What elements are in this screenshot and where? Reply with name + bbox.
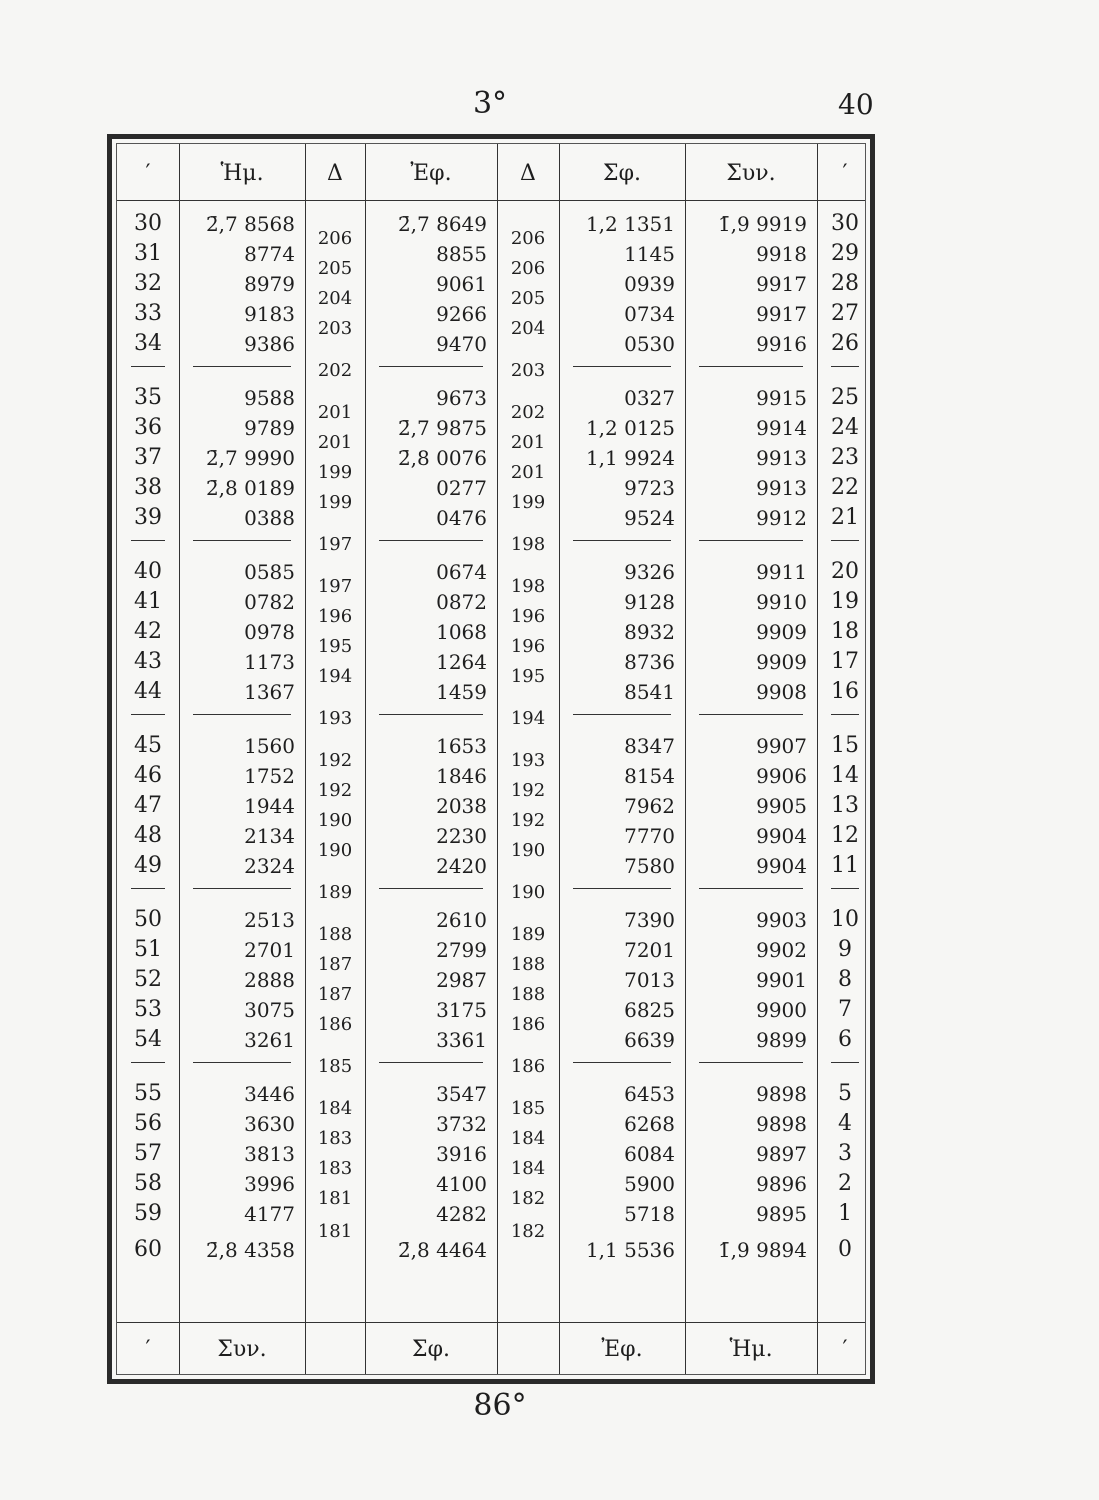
cell-mr: 1 [838,1201,852,1226]
cell-m: 54 [134,1027,162,1052]
cell-sin: 1173 [244,650,295,674]
header-cos: Συν. [726,161,776,186]
cell-delta: 198 [510,534,546,555]
cell-cot: 9723 [624,476,675,500]
cell-cos: 9915 [756,386,807,410]
cell-mr: 3 [838,1141,852,1166]
cell-sin: 3630 [244,1112,295,1136]
cell-m: 48 [134,823,162,848]
header-tan: Ἐφ. [410,161,452,186]
cell-delta: 202 [510,402,546,423]
group-separator [573,714,671,715]
cell-m: 42 [134,619,162,644]
cell-tan: 3175 [436,998,487,1022]
cell-cos: 9896 [756,1172,807,1196]
cell-sin: 0585 [244,560,295,584]
cell-tan: 4100 [436,1172,487,1196]
cell-m: 53 [134,997,162,1022]
cell-delta: 197 [317,534,353,555]
cell-tan: 9673 [436,386,487,410]
cell-cot: 5900 [624,1172,675,1196]
cell-tan: 0872 [436,590,487,614]
cell-cos: 9897 [756,1142,807,1166]
cell-delta: 190 [510,882,546,903]
header-rule [117,200,865,201]
page-number: 40 [838,88,874,121]
cell-mr: 10 [831,907,859,932]
cell-cos: 9900 [756,998,807,1022]
cell-mr: 0 [838,1237,852,1262]
cell-m: 38 [134,475,162,500]
cell-cos: 9904 [756,824,807,848]
cell-cot: 0530 [624,332,675,356]
group-separator [193,888,291,889]
cell-m: 40 [134,559,162,584]
group-separator [573,540,671,541]
group-separator [193,540,291,541]
cell-delta: 188 [510,954,546,975]
cell-tan: 2799 [436,938,487,962]
group-separator [573,366,671,367]
cell-delta: 193 [510,750,546,771]
cell-delta: 181 [317,1221,353,1242]
cell-sin: 0782 [244,590,295,614]
cell-sin: 0978 [244,620,295,644]
cell-delta: 194 [510,708,546,729]
cell-delta: 192 [510,780,546,801]
cell-mr: 13 [831,793,859,818]
cell-delta: 190 [510,840,546,861]
cell-delta: 205 [510,288,546,309]
cell-m: 37 [134,445,162,470]
header-cot: Σφ. [603,161,641,186]
cell-tan: 0277 [436,476,487,500]
cell-sin: 3996 [244,1172,295,1196]
cell-tan: 2̄,8 0076 [397,446,487,470]
cell-tan: 3547 [436,1082,487,1106]
cell-mr: 4 [838,1111,852,1136]
cell-tan: 2420 [436,854,487,878]
cell-tan: 2038 [436,794,487,818]
cell-cot: 0734 [624,302,675,326]
cell-delta: 192 [317,780,353,801]
cell-sin: 9386 [244,332,295,356]
cell-delta: 186 [317,1014,353,1035]
cell-cot: 7013 [624,968,675,992]
cell-cos: 9918 [756,242,807,266]
cell-delta: 206 [510,228,546,249]
cell-cot: 7390 [624,908,675,932]
group-separator [193,714,291,715]
cell-mr: 16 [831,679,859,704]
group-separator [131,1062,165,1063]
cell-mr: 7 [838,997,852,1022]
cell-cot: 6268 [624,1112,675,1136]
footer-minute-right: ′ [842,1337,848,1362]
cell-mr: 5 [838,1081,852,1106]
cell-delta: 184 [317,1098,353,1119]
cell-mr: 12 [831,823,859,848]
cell-delta: 195 [510,666,546,687]
cell-sin: 9588 [244,386,295,410]
cell-cos: 9913 [756,476,807,500]
cell-delta: 196 [510,606,546,627]
cell-tan: 3732 [436,1112,487,1136]
cell-delta: 182 [510,1188,546,1209]
cell-m: 31 [134,241,162,266]
table-frame [107,134,875,1384]
cell-delta: 196 [510,636,546,657]
cell-delta: 199 [317,462,353,483]
cell-delta: 197 [317,576,353,597]
cell-mr: 23 [831,445,859,470]
cell-mr: 28 [831,271,859,296]
header-minute-left: ′ [145,161,151,186]
cell-cos: 9913 [756,446,807,470]
footer-tan: Ἐφ. [601,1337,643,1362]
cell-cot: 7580 [624,854,675,878]
cell-delta: 201 [510,432,546,453]
cell-mr: 14 [831,763,859,788]
group-separator [131,714,165,715]
cell-sin: 2̄,7 9990 [205,446,295,470]
cell-cot: 6084 [624,1142,675,1166]
cell-cos: 9907 [756,734,807,758]
cell-delta: 198 [510,576,546,597]
footer-cot: Σφ. [412,1337,450,1362]
cell-m: 59 [134,1201,162,1226]
cell-cos: 9917 [756,302,807,326]
cell-mr: 9 [838,937,852,962]
cell-mr: 24 [831,415,859,440]
group-separator [831,540,859,541]
cell-cot: 9326 [624,560,675,584]
cell-delta: 193 [317,708,353,729]
cell-m: 56 [134,1111,162,1136]
cell-tan: 4282 [436,1202,487,1226]
cell-cos: 9902 [756,938,807,962]
cell-cos: 9914 [756,416,807,440]
cell-cot: 7201 [624,938,675,962]
cell-delta: 188 [510,984,546,1005]
cell-sin: 9789 [244,416,295,440]
cell-cos: 1̄,9 9894 [717,1238,807,1262]
cell-cot: 8736 [624,650,675,674]
cell-tan: 8855 [436,242,487,266]
cell-m: 52 [134,967,162,992]
cell-cos: 1̄,9 9919 [717,212,807,236]
cell-cot: 7770 [624,824,675,848]
cell-tan: 9470 [436,332,487,356]
cell-mr: 20 [831,559,859,584]
group-separator [699,888,803,889]
cell-cot: 0939 [624,272,675,296]
group-separator [699,714,803,715]
group-separator [699,366,803,367]
cell-delta: 201 [317,402,353,423]
cell-mr: 17 [831,649,859,674]
cell-delta: 192 [317,750,353,771]
cell-cos: 9916 [756,332,807,356]
cell-tan: 0476 [436,506,487,530]
cell-m: 49 [134,853,162,878]
cell-cot: 1,1 9924 [585,446,675,470]
cell-m: 43 [134,649,162,674]
group-separator [573,1062,671,1063]
cell-cos: 9895 [756,1202,807,1226]
group-separator [131,888,165,889]
group-separator [379,366,483,367]
cell-cot: 1145 [624,242,675,266]
cell-delta: 204 [510,318,546,339]
cell-tan: 3361 [436,1028,487,1052]
cell-m: 55 [134,1081,162,1106]
cell-tan: 3916 [436,1142,487,1166]
footer-minute-left: ′ [145,1337,151,1362]
cell-cos: 9910 [756,590,807,614]
cell-cos: 9898 [756,1082,807,1106]
cell-delta: 185 [317,1056,353,1077]
cell-cot: 6453 [624,1082,675,1106]
cell-cos: 9904 [756,854,807,878]
cell-cos: 9909 [756,620,807,644]
group-separator [573,888,671,889]
header-delta-sin: Δ [327,161,343,186]
cell-sin: 3813 [244,1142,295,1166]
cell-sin: 1560 [244,734,295,758]
cell-delta: 190 [317,810,353,831]
cell-delta: 199 [317,492,353,513]
cell-cos: 9901 [756,968,807,992]
cell-tan: 1459 [436,680,487,704]
table-inner [116,143,866,1375]
cell-delta: 206 [510,258,546,279]
cell-cot: 7962 [624,794,675,818]
cell-m: 34 [134,331,162,356]
group-separator [699,1062,803,1063]
header-sin: Ἡμ. [220,161,264,186]
cell-sin: 0388 [244,506,295,530]
cell-sin: 3261 [244,1028,295,1052]
cell-m: 50 [134,907,162,932]
cell-m: 60 [134,1237,162,1262]
cell-tan: 2̄,8 4464 [397,1238,487,1262]
cell-m: 58 [134,1171,162,1196]
cell-delta: 196 [317,606,353,627]
cell-delta: 190 [317,840,353,861]
cell-cot: 5718 [624,1202,675,1226]
degree-bottom: 86° [473,1388,527,1423]
group-separator [379,540,483,541]
cell-cos: 9898 [756,1112,807,1136]
cell-delta: 188 [317,924,353,945]
cell-sin: 2134 [244,824,295,848]
cell-sin: 2888 [244,968,295,992]
cell-sin: 2̄,8 4358 [205,1238,295,1262]
cell-sin: 9183 [244,302,295,326]
cell-cot: 6825 [624,998,675,1022]
cell-cos: 9899 [756,1028,807,1052]
cell-tan: 2̄,7 8649 [397,212,487,236]
cell-delta: 199 [510,492,546,513]
cell-mr: 26 [831,331,859,356]
cell-cos: 9911 [756,560,807,584]
cell-tan: 2610 [436,908,487,932]
cell-sin: 2̄,8 0189 [205,476,295,500]
cell-m: 57 [134,1141,162,1166]
cell-delta: 184 [510,1158,546,1179]
cell-cot: 1,2 1351 [585,212,675,236]
cell-delta: 187 [317,984,353,1005]
cell-cos: 9908 [756,680,807,704]
cell-cos: 9905 [756,794,807,818]
group-separator [831,714,859,715]
cell-mr: 19 [831,589,859,614]
group-separator [193,366,291,367]
cell-delta: 203 [510,360,546,381]
cell-cot: 8347 [624,734,675,758]
cell-tan: 1653 [436,734,487,758]
cell-m: 47 [134,793,162,818]
group-separator [379,888,483,889]
cell-delta: 204 [317,288,353,309]
cell-mr: 18 [831,619,859,644]
cell-mr: 6 [838,1027,852,1052]
cell-sin: 8979 [244,272,295,296]
cell-delta: 201 [317,432,353,453]
cell-delta: 187 [317,954,353,975]
footer-cos: Συν. [217,1337,267,1362]
cell-mr: 2 [838,1171,852,1196]
cell-delta: 184 [510,1128,546,1149]
cell-delta: 185 [510,1098,546,1119]
cell-m: 36 [134,415,162,440]
cell-m: 30 [134,211,162,236]
cell-cos: 9903 [756,908,807,932]
cell-mr: 22 [831,475,859,500]
cell-tan: 2̄,7 9875 [397,416,487,440]
group-separator [831,1062,859,1063]
degree-top: 3° [472,86,508,121]
cell-m: 41 [134,589,162,614]
cell-sin: 1944 [244,794,295,818]
cell-delta: 203 [317,318,353,339]
cell-cot: 1,2 0125 [585,416,675,440]
cell-m: 46 [134,763,162,788]
cell-m: 32 [134,271,162,296]
cell-delta: 195 [317,636,353,657]
cell-delta: 205 [317,258,353,279]
cell-mr: 21 [831,505,859,530]
group-separator [193,1062,291,1063]
group-separator [379,1062,483,1063]
cell-delta: 181 [317,1188,353,1209]
cell-delta: 192 [510,810,546,831]
cell-cos: 9917 [756,272,807,296]
cell-sin: 8774 [244,242,295,266]
cell-cot: 0327 [624,386,675,410]
cell-m: 39 [134,505,162,530]
cell-delta: 189 [510,924,546,945]
cell-cos: 9909 [756,650,807,674]
cell-mr: 29 [831,241,859,266]
cell-mr: 8 [838,967,852,992]
group-separator [831,888,859,889]
cell-delta: 183 [317,1158,353,1179]
cell-m: 45 [134,733,162,758]
group-separator [831,366,859,367]
cell-delta: 194 [317,666,353,687]
cell-sin: 3446 [244,1082,295,1106]
cell-sin: 2̄,7 8568 [205,212,295,236]
group-separator [379,714,483,715]
footer-sin: Ἡμ. [729,1337,773,1362]
cell-sin: 3075 [244,998,295,1022]
cell-m: 44 [134,679,162,704]
cell-delta: 202 [317,360,353,381]
group-separator [131,366,165,367]
cell-mr: 11 [831,853,859,878]
cell-sin: 4177 [244,1202,295,1226]
cell-cot: 8541 [624,680,675,704]
cell-sin: 2324 [244,854,295,878]
cell-m: 35 [134,385,162,410]
cell-tan: 0674 [436,560,487,584]
cell-delta: 206 [317,228,353,249]
cell-mr: 27 [831,301,859,326]
cell-sin: 1752 [244,764,295,788]
cell-m: 51 [134,937,162,962]
cell-delta: 201 [510,462,546,483]
cell-m: 33 [134,301,162,326]
cell-cot: 1,1 5536 [585,1238,675,1262]
cell-tan: 9061 [436,272,487,296]
cell-sin: 1367 [244,680,295,704]
cell-cot: 9524 [624,506,675,530]
cell-delta: 186 [510,1056,546,1077]
cell-cos: 9906 [756,764,807,788]
cell-mr: 25 [831,385,859,410]
header-minute-right: ′ [842,161,848,186]
cell-cot: 6639 [624,1028,675,1052]
cell-cos: 9912 [756,506,807,530]
cell-mr: 30 [831,211,859,236]
cell-tan: 1846 [436,764,487,788]
cell-cot: 9128 [624,590,675,614]
cell-tan: 2987 [436,968,487,992]
cell-cot: 8154 [624,764,675,788]
cell-delta: 183 [317,1128,353,1149]
cell-tan: 1068 [436,620,487,644]
cell-tan: 1264 [436,650,487,674]
cell-cot: 8932 [624,620,675,644]
cell-tan: 9266 [436,302,487,326]
cell-mr: 15 [831,733,859,758]
cell-tan: 2230 [436,824,487,848]
cell-sin: 2513 [244,908,295,932]
cell-delta: 186 [510,1014,546,1035]
cell-delta: 189 [317,882,353,903]
cell-delta: 182 [510,1221,546,1242]
cell-sin: 2701 [244,938,295,962]
group-separator [131,540,165,541]
group-separator [699,540,803,541]
footer-rule [117,1322,865,1323]
header-delta-tan: Δ [520,161,536,186]
